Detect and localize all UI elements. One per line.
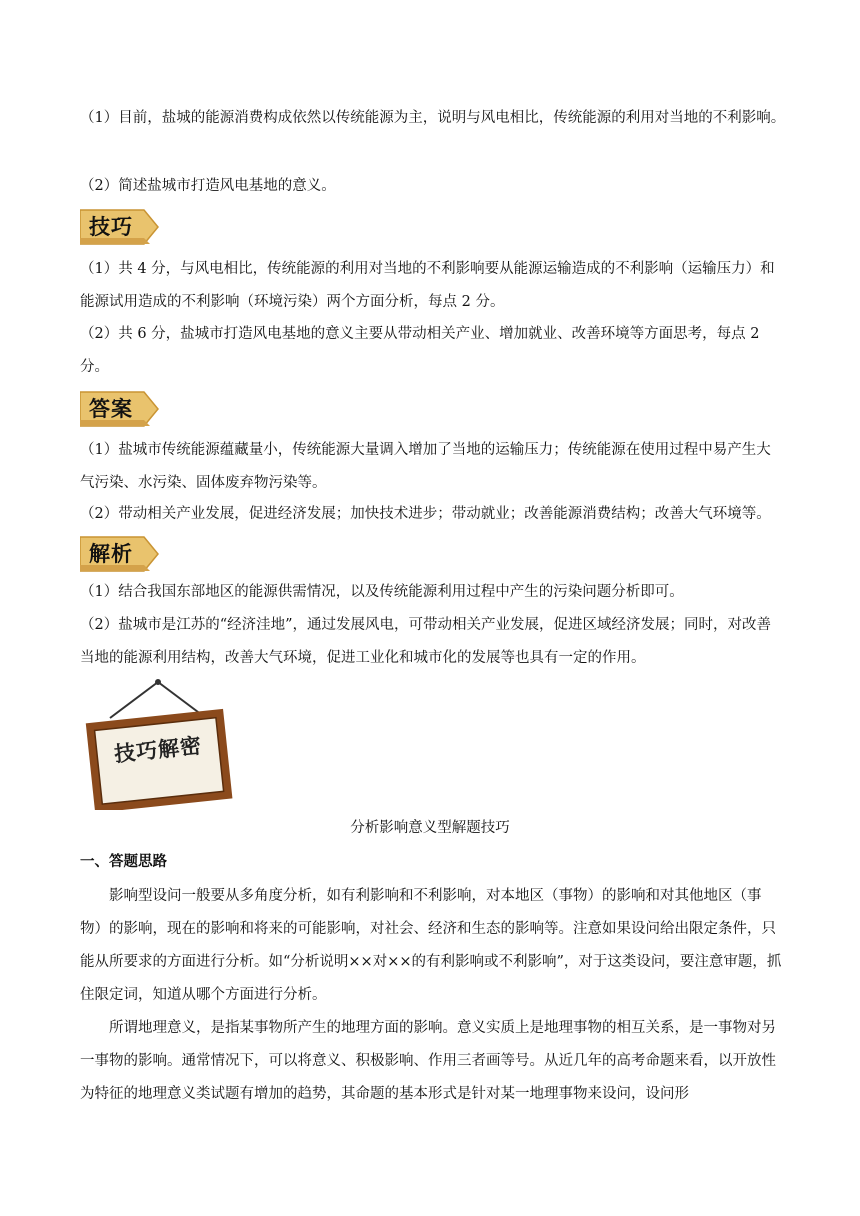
tips-paragraph-1: （1）共 4 分，与风电相比，传统能源的利用对当地的不利影响要从能源运输造成的不利影响（运输压力）和能源试用造成的不利影响（环境污染）两个方面分析，每点 2 分。 — [80, 261, 775, 310]
section-title: 分析影响意义型解题技巧 — [350, 820, 510, 836]
section-heading-1: 一、答题思路 — [80, 854, 167, 870]
tips-paragraph-2: （2）共 6 分，盐城市打造风电基地的意义主要从带动相关产业、增加就业、改善环境等方面思考，每点 2 分。 — [80, 326, 760, 375]
answer-heading: 答案 — [89, 397, 133, 421]
sign-label: 技巧解密 — [113, 733, 204, 767]
body-paragraph-2: 所谓地理意义，是指某事物所产生的地理方面的影响。意义实质上是地理事物的相互关系，是一事物对另一事物的影响。通常情况下，可以将意义、积极影响、作用三者画等号。从近几年的高考命题来看，以开放性为特征的地理意义类试题有增加的趋势，其命题的基本形式是针对某一地理事物来设问，设问形 — [80, 1020, 776, 1102]
answer-paragraph-2: （2）带动相关产业发展，促进经济发展；加快技术进步；带动就业；改善能源消费结构；改善大气环境等。 — [80, 506, 771, 522]
question-1: （1）目前，盐城的能源消费构成依然以传统能源为主，说明与风电相比，传统能源的利用对当地的不利影响。 — [80, 110, 786, 126]
tips-tag — [80, 208, 160, 246]
analysis-paragraph-2: （2）盐城市是江苏的“经济洼地”，通过发展风电，可带动相关产业发展，促进区域经济发展；同时，对改善当地的能源利用结构，改善大气环境，促进工业化和城市化的发展等也具有一定的作用。 — [80, 617, 772, 666]
analysis-paragraph-1: （1）结合我国东部地区的能源供需情况，以及传统能源利用过程中产生的污染问题分析即可。 — [80, 584, 684, 600]
body-paragraph-1: 影响型设问一般要从多角度分析，如有利影响和不利影响，对本地区（事物）的影响和对其他地区（事物）的影响，现在的影响和将来的可能影响，对社会、经济和生态的影响等。注意如果设问给出限定条件，只能从所要求的方面进行分析。如“分析说明××对××的有利影响或不利影响”，对于这类设问，要注意审题，抓住限定词，知道从哪个方面进行分析。 — [80, 888, 782, 1003]
question-2: （2）简述盐城市打造风电基地的意义。 — [80, 178, 336, 194]
answer-tag — [80, 390, 160, 428]
analysis-tag — [80, 535, 160, 573]
secret-sign — [80, 678, 235, 810]
answer-paragraph-1: （1）盐城市传统能源蕴藏量小，传统能源大量调入增加了当地的运输压力；传统能源在使用过程中易产生大气污染、水污染、固体废弃物污染等。 — [80, 442, 771, 491]
tips-heading: 技巧 — [89, 215, 133, 239]
analysis-heading: 解析 — [89, 542, 133, 566]
